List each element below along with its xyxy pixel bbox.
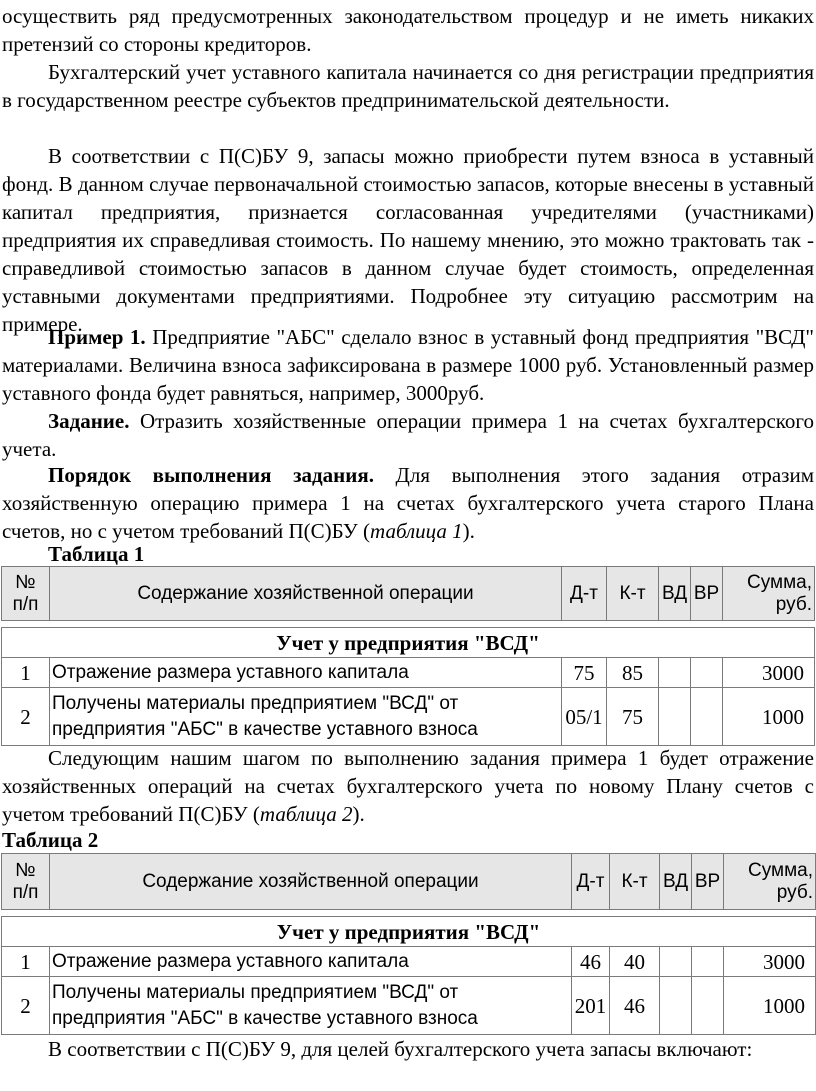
procedure-text: Для выполнения этого задания отразим хозяйственную операцию примера 1 на счетах бухгалтерского учета старого Плана счетов, но с учетом требований П(С)БУ ( bbox=[2, 463, 815, 543]
table-1 bbox=[1, 566, 815, 746]
paragraph-task bbox=[2, 407, 814, 463]
header-credit: К-т bbox=[607, 567, 659, 621]
paragraph-procedure bbox=[2, 461, 814, 545]
procedure-label: Порядок выполнения задания. bbox=[48, 463, 374, 487]
next-step-end: ). bbox=[352, 802, 365, 826]
header-sum: Сумма, руб. bbox=[723, 567, 815, 621]
row-sum: 3000 bbox=[724, 947, 816, 977]
row-credit: 40 bbox=[610, 947, 660, 977]
row-operation: Получены материалы предприятием "ВСД" от предприятия "АБС" в качестве уставного взноса bbox=[50, 977, 572, 1035]
task-label: Задание. bbox=[48, 409, 130, 433]
row-debit: 46 bbox=[572, 947, 610, 977]
row-debit: 75 bbox=[562, 658, 607, 688]
procedure-end: ). bbox=[462, 519, 475, 543]
header-vd: ВД bbox=[659, 567, 691, 621]
row-vd bbox=[660, 977, 692, 1035]
row-debit: 05/1 bbox=[562, 688, 607, 746]
table-row bbox=[2, 977, 816, 1035]
procedure-table-ref: таблица 1 bbox=[370, 519, 463, 543]
paragraph-next-step bbox=[2, 744, 814, 828]
paragraph-1: осуществить ряд предусмотренных законодательством процедур и не иметь никаких претензий со стороны кредиторов. bbox=[2, 4, 814, 56]
row-number: 2 bbox=[2, 977, 50, 1035]
header-sum: Сумма, руб. bbox=[724, 854, 816, 910]
row-number: 1 bbox=[2, 947, 50, 977]
row-vd bbox=[659, 688, 691, 746]
row-number: 1 bbox=[2, 658, 50, 688]
row-credit: 75 bbox=[607, 688, 659, 746]
header-debit: Д-т bbox=[572, 854, 610, 910]
table-row bbox=[2, 688, 815, 746]
paragraph-3: В соответствии с П(С)БУ 9, запасы можно приобрести путем взноса в уставный фонд. В данном случае первоначальной стоимостью запасов, которые внесены в уставный капитал предприятия, признается согласованная учредителями (участниками) предприятия их справедливая стоимость. По нашему мнению, это можно трактовать так - справедливой стоимостью запасов в данном случае будет стоимость, определенная уставными документами предприятиями. Подробнее эту ситуацию рассмотрим на примере. bbox=[2, 144, 814, 336]
row-credit: 46 bbox=[610, 977, 660, 1035]
header-vr: ВР bbox=[692, 854, 724, 910]
header-number: № п/п bbox=[2, 854, 50, 910]
row-sum: 3000 bbox=[723, 658, 815, 688]
header-debit: Д-т bbox=[562, 567, 607, 621]
row-number: 2 bbox=[2, 688, 50, 746]
table-2 bbox=[1, 853, 816, 1035]
next-step-text: Следующим нашим шагом по выполнению задания примера 1 будет отражение хозяйственных операций на счетах бухгалтерского учета по новому Плану счетов с учетом требований П(С)БУ ( bbox=[2, 746, 814, 826]
row-operation: Отражение размера уставного капитала bbox=[50, 947, 572, 977]
row-operation: Отражение размера уставного капитала bbox=[50, 658, 562, 688]
header-content: Содержание хозяйственной операции bbox=[50, 567, 562, 621]
row-vd bbox=[660, 947, 692, 977]
row-credit: 85 bbox=[607, 658, 659, 688]
example-text: Предприятие "АБС" сделало взнос в уставный фонд предприятия "ВСД" материалами. Величина взноса зафиксирована в размере 1000 руб. Установленный размер уставного фонда будет равняться, например, 3000руб. bbox=[2, 325, 815, 405]
row-debit: 201 bbox=[572, 977, 610, 1035]
row-vr bbox=[692, 947, 724, 977]
row-vd bbox=[659, 658, 691, 688]
header-credit: К-т bbox=[610, 854, 660, 910]
next-step-table-ref: таблица 2 bbox=[259, 802, 353, 826]
row-vr bbox=[691, 658, 723, 688]
table-row bbox=[2, 658, 815, 688]
table-header-row bbox=[2, 567, 815, 621]
section-title: Учет у предприятия "ВСД" bbox=[2, 917, 816, 947]
row-vr bbox=[691, 688, 723, 746]
header-number: № п/п bbox=[2, 567, 50, 621]
task-text: Отразить хозяйственные операции примера 1 на счетах бухгалтерского учета. bbox=[2, 409, 814, 461]
row-vr bbox=[692, 977, 724, 1035]
paragraph-example bbox=[2, 323, 814, 407]
header-content: Содержание хозяйственной операции bbox=[50, 854, 572, 910]
row-sum: 1000 bbox=[724, 977, 816, 1035]
row-operation: Получены материалы предприятием "ВСД" от предприятия "АБС" в качестве уставного взноса bbox=[50, 688, 562, 746]
table2-caption: Таблица 2 bbox=[2, 828, 99, 852]
header-vd: ВД bbox=[660, 854, 692, 910]
table1-caption: Таблица 1 bbox=[48, 542, 145, 566]
section-title: Учет у предприятия "ВСД" bbox=[2, 628, 815, 658]
row-sum: 1000 bbox=[723, 688, 815, 746]
paragraph-2: Бухгалтерский учет уставного капитала начинается со дня регистрации предприятия в государственном реестре субъектов предпринимательской деятельности. bbox=[2, 60, 814, 112]
example-label: Пример 1. bbox=[48, 325, 146, 349]
table-header-row bbox=[2, 854, 816, 910]
paragraph-final: В соответствии с П(С)БУ 9, для целей бухгалтерского учета запасы включают: bbox=[48, 1037, 753, 1061]
table-row bbox=[2, 947, 816, 977]
header-vr: ВР bbox=[691, 567, 723, 621]
